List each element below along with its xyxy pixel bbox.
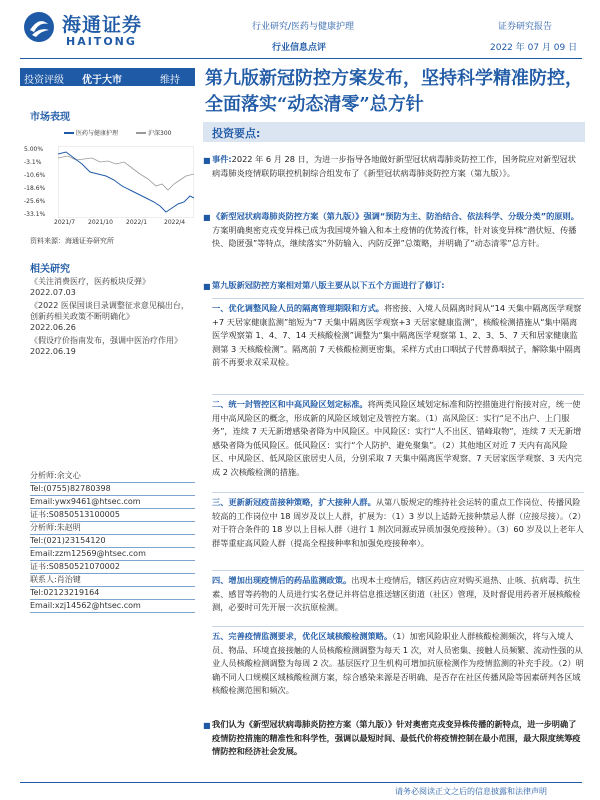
paragraph-item-1: 一、优化调整风险人员的隔离管理期限和方式。将密接、入境人员隔离时间从“14 天集中隔离医学观察+7 天居家健康监测”缩短为“7 天集中隔离医学观察+3 天居家健康监测”，核酸检测措施从“集中隔离医学观察第 1、4、7、14 天核酸检测”调整为“集中隔离医学观察第 1、2、3、5、7 天和居家健康监测第 3 天核酸检测”。隔离前 7 天核酸检测更密集，采样方式由口咽拭子代替鼻咽拭子，解除集中隔离前不再要求双采双检。 <box>212 303 582 367</box>
analyst-name: 联系人:肖治键 <box>30 575 81 584</box>
x-tick: 2022/1 <box>126 219 148 226</box>
legend-b: 沪深300 <box>148 130 172 137</box>
y-tick: -25.6% <box>24 198 46 205</box>
related-item-date: 2022.07.03 <box>30 288 76 297</box>
bullet-icon: ■ <box>203 213 211 222</box>
related-list <box>30 276 190 357</box>
related-item-date: 2022.06.19 <box>30 347 76 356</box>
points-label: 投资要点: <box>212 127 261 140</box>
paragraph-item-3: 三、更新新冠疫苗接种策略，扩大接种人群。从第八版规定的维持社会运转的重点工作岗位、传播风险较高的工作岗位中 18 周岁及以上人群，扩展为：（1）3 岁以上适龄无接种禁忌人群（应接尽接）。（2）对于符合条件的 18 岁以上目标人群（进行 1 剂次同源或异质加强免疫接种）。（3）60 岁及以上老年人群等重症高风险人群（提高全程接种率和加强免疫接种率）。 <box>212 497 584 548</box>
market-chart <box>24 128 196 228</box>
market-title: 市场表现 <box>30 112 70 123</box>
chart-source: 资料来源：海通证券研究所 <box>30 237 114 245</box>
footer-divider <box>20 782 582 783</box>
paragraph-item-4: 四、增加出现疫情后的药品监测政策。出现本土疫情后，辖区药店应对购买退热、止咳、抗病毒、抗生素、感冒等药物的人员进行实名登记并将信息推送辖区街道（社区）管理，及时督促用药者开展核酸检测，必要时可先开展一次抗原检测。 <box>212 575 581 612</box>
analyst-email[interactable]: Email:ywx9461@htsec.com <box>30 497 141 506</box>
logo-cn-text: 海通证券 <box>62 14 143 36</box>
report-type: 证券研究报告 <box>498 22 553 32</box>
analyst-cert: 证书:S0850521070002 <box>30 562 120 571</box>
market-chart-plot <box>58 146 194 218</box>
paragraph-principle: 《新型冠状病毒肺炎防控方案（第九版）》强调“预防为主、防治结合、依法科学、分级分类”的原则。方案明确奥密克戎变异株已成为我国境外输入和本土疫情的优势流行株，针对该变异株“潜伏短、传播快、隐匿强”等特点，继续落实“外防输入、内防反弹”总策略，并明确了“动态清零”总方针。 <box>212 211 579 248</box>
analyst-email[interactable]: Email:zzm12569@htsec.com <box>30 549 146 558</box>
paragraph-event: 事件:2022 年 6 月 28 日，为进一步指导各地做好新型冠状病毒肺炎防控工作，国务院应对新型冠状病毒肺炎疫情联防联控机制综合组发布了《新型冠状病毒肺炎防控方案（第九版）》。 <box>212 154 576 178</box>
related-item-title[interactable]: 《关注消费医疗，医药板块反弹》 <box>30 277 150 286</box>
paragraph-item-2: 二、统一封管控区和中高风险区划定标准。将两类风险区域划定标准和防控措施进行衔接对应，统一使用中高风险区的概念，形成新的风险区域划定及管控方案。（1）高风险区：实行“足不出户、上门服务”，连续 7 天无新增感染者降为中风险区。中风险区：实行“人不出区、错峰取物”，连续 7 天无新增感染者降为低风险区。低风险区：实行“个人防护、避免聚集”。（2）其他地区对近 7 天内有高风险区、中风险区、低风险区旅居史人员，分别采取 7 天集中隔离医学观察、7 天居家医学观察、3 天内完成 2 次核酸检测的措施。 <box>212 399 582 477</box>
legend-swatch-b <box>136 132 146 134</box>
logo-icon <box>22 10 56 44</box>
breadcrumb: 行业研究/医药与健康护理 <box>252 22 355 32</box>
rating-action: 维持 <box>160 75 180 86</box>
y-tick: -3.1% <box>24 159 42 166</box>
report-date: 2022 年 07 月 09 日 <box>490 43 578 53</box>
y-tick: 5.00% <box>24 146 44 153</box>
analyst-name: 分析师:余文心 <box>30 471 81 480</box>
rating-value: 优于大市 <box>82 75 122 86</box>
bullet-icon: ■ <box>203 721 211 730</box>
x-tick: 2021/10 <box>88 219 113 226</box>
analyst-tel: Tel:02123219164 <box>30 588 100 597</box>
related-item-date: 2022.06.26 <box>30 323 76 332</box>
rating-bar <box>20 68 195 86</box>
footer-disclaimer: 请务必阅读正文之后的信息披露和法律声明 <box>395 787 547 796</box>
y-tick: -10.6% <box>24 172 46 179</box>
paragraph-item-5: 五、完善疫情监测要求，优化区域核酸检测策略。（1）加密风险职业人群核酸检测频次，将与入境人员、物品、环境直接接触的人员核酸检测调整为每天 1 次，对人员密集、接触人员频繁、流动性强的从业人员核酸检测调整为每周 2 次。基层医疗卫生机构可增加抗原检测作为疫情监测的补充手段。（2）明确不同人口规模区域核酸检测方案，综合感染来源是否明确、是否存在社区传播风险等因素研判各区域核酸检测范围和频次。 <box>212 631 584 695</box>
x-tick: 2022/4 <box>164 219 186 226</box>
x-tick: 2021/7 <box>54 219 76 226</box>
bullet-icon: ■ <box>203 282 211 291</box>
legend-a: 医药与健康护理 <box>76 130 119 137</box>
header-divider <box>20 58 582 59</box>
report-subtitle: 行业信息点评 <box>272 43 327 53</box>
analyst-name: 分析师:朱赵明 <box>30 523 81 532</box>
bullet-icon: ■ <box>203 156 211 165</box>
y-tick: -18.6% <box>24 185 46 192</box>
series-pharma <box>58 152 194 212</box>
analyst-tel: Tel:(021)23154120 <box>30 536 106 545</box>
related-item-title[interactable]: 《2022 医保国谈目录调整征求意见稿出台，创新药相关政策不断明确化》 <box>30 301 189 321</box>
related-title: 相关研究 <box>30 264 70 275</box>
report-title: 第九版新冠防控方案发布，坚持科学精准防控，全面落实“动态清零”总方针 <box>205 68 583 115</box>
analyst-email[interactable]: Email:xzj14562@htsec.com <box>30 601 141 610</box>
y-tick: -33.1% <box>24 211 46 218</box>
related-item-title[interactable]: 《假设疗价指南发布，强调中医治疗作用》 <box>30 336 182 345</box>
logo-en-text: HAITONG <box>66 35 137 48</box>
analyst-tel: Tel:(0755)82780398 <box>30 484 111 493</box>
company-logo <box>22 8 172 52</box>
legend-swatch-a <box>64 132 74 134</box>
paragraph-intro: 第九版新冠防控方案相对第八版主要从以下五个方面进行了修订: <box>212 280 445 290</box>
analyst-cert: 证书:S0850513100005 <box>30 510 120 519</box>
rating-label: 投资评级 <box>24 75 64 86</box>
paragraph-conclusion: 我们认为《新型冠状病毒肺炎防控方案（第九版）》针对奥密克戎变异株传播的新特点，进一步明确了疫情防控措施的精准性和科学性，强调以最短时间、最低代价将疫情控制在最小范围，最大限度统筹疫情防控和经济社会发展。 <box>212 719 581 756</box>
analyst-block <box>30 470 195 613</box>
